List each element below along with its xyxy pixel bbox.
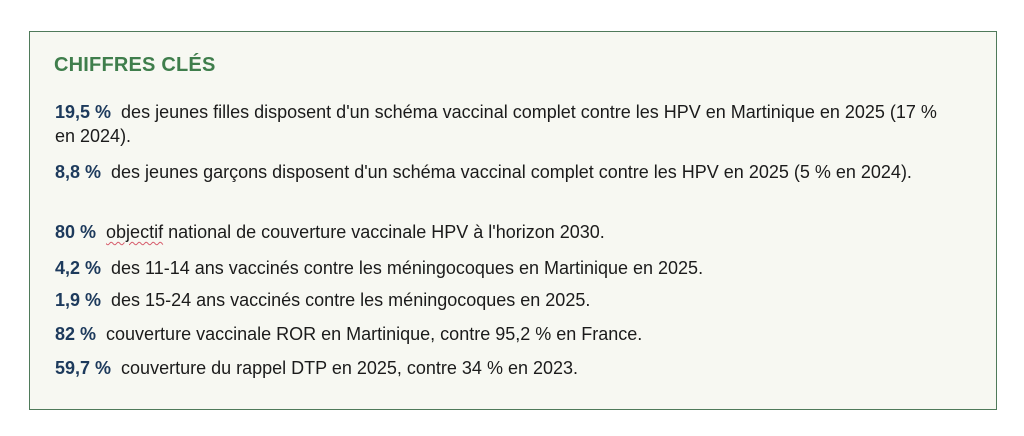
key-figure-value: 8,8 % (55, 162, 102, 182)
key-figure-text: national de couverture vaccinale HPV à l'horizon 2030. (163, 222, 605, 242)
key-figure-item (55, 256, 955, 280)
key-figure-value: 19,5 % (55, 102, 112, 122)
key-figure-value: 82 % (55, 324, 97, 344)
key-figure-text: couverture vaccinale ROR en Martinique, contre 95,2 % en France. (106, 324, 643, 344)
key-figure-item (55, 100, 955, 148)
key-figure-text: des jeunes filles disposent d'un schéma vaccinal complet contre les HPV en Martinique en 2025 (17 % en 2024). (55, 102, 937, 146)
key-figures-box (29, 31, 997, 410)
key-figure-item (55, 356, 955, 380)
spellcheck-flagged-word[interactable]: objectif (106, 222, 164, 242)
key-figure-item (55, 160, 955, 184)
key-figure-value: 80 % (55, 222, 97, 242)
key-figure-item (55, 220, 955, 244)
key-figure-text: couverture du rappel DTP en 2025, contre 34 % en 2023. (121, 358, 579, 378)
key-figure-text: des jeunes garçons disposent d'un schéma vaccinal complet contre les HPV en 2025 (5 % en 2024). (111, 162, 912, 182)
key-figure-item (55, 288, 955, 312)
box-title: CHIFFRES CLÉS (54, 54, 216, 76)
key-figure-value: 4,2 % (55, 258, 102, 278)
key-figure-text: des 11-14 ans vaccinés contre les méningocoques en Martinique en 2025. (111, 258, 704, 278)
key-figure-text: des 15-24 ans vaccinés contre les méningocoques en 2025. (111, 290, 591, 310)
key-figure-item (55, 322, 955, 346)
key-figure-value: 59,7 % (55, 358, 112, 378)
key-figure-value: 1,9 % (55, 290, 102, 310)
